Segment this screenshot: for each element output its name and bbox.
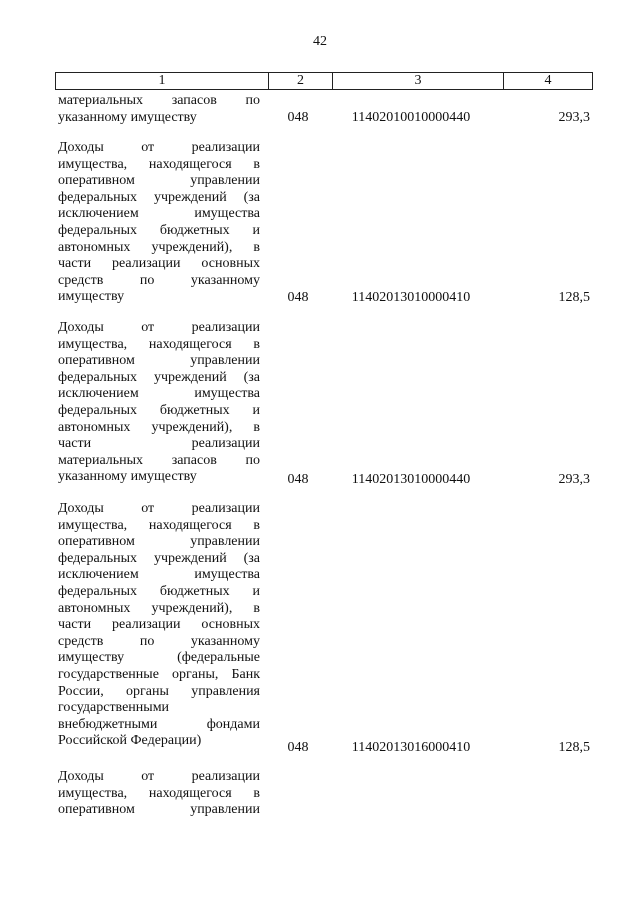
description-line: Доходы от реализации	[58, 501, 260, 516]
description-line: автономных учреждений), в	[58, 239, 260, 255]
description-line: федеральных учреждений (за	[58, 550, 260, 566]
admin-code: 048	[287, 740, 309, 755]
amount: 128,5	[558, 740, 590, 755]
description-line: средств по указанному	[58, 272, 260, 288]
row-description	[58, 769, 260, 819]
description-line: части реализации основных	[58, 617, 260, 633]
description-line: имущества, находящегося в	[58, 336, 260, 352]
description-line: Доходы от реализации	[58, 769, 260, 784]
budget-class-code: 11402013016000410	[351, 740, 471, 755]
header-col-1: 1	[158, 73, 166, 88]
header-col-2: 2	[268, 73, 332, 89]
row-description	[58, 93, 260, 126]
row-description	[58, 320, 260, 486]
amount: 128,5	[558, 290, 590, 305]
description-line: государственные органы, Банк	[58, 666, 260, 682]
row-description	[58, 140, 260, 306]
description-line: указанному имуществу	[58, 109, 197, 125]
description-line: России, органы управления	[58, 683, 260, 699]
description-line: материальных запасов по	[58, 452, 260, 468]
page-number: 42	[313, 34, 327, 49]
description-line: материальных запасов по	[58, 93, 260, 108]
description-line: государственными	[58, 700, 170, 716]
budget-class-code: 11402013010000440	[351, 472, 471, 487]
table-header-row	[55, 72, 593, 90]
header-col-4: 4	[503, 73, 592, 89]
description-line: оперативном управлении	[58, 353, 260, 369]
budget-class-code: 11402010010000440	[351, 110, 471, 125]
description-line: федеральных учреждений (за	[58, 369, 260, 385]
description-line: федеральных учреждений (за	[58, 189, 260, 205]
description-line: имущества, находящегося в	[58, 517, 260, 533]
description-line: имущества, находящегося в	[58, 156, 260, 172]
description-line: имуществу	[58, 289, 125, 305]
row-description	[58, 501, 260, 750]
description-line: средств по указанному	[58, 633, 260, 649]
description-line: оперативном управлении	[58, 534, 260, 550]
description-line: оперативном управлении	[58, 802, 260, 818]
admin-code: 048	[287, 290, 309, 305]
description-line: оперативном управлении	[58, 173, 260, 189]
admin-code: 048	[287, 110, 309, 125]
description-line: федеральных бюджетных и	[58, 402, 260, 418]
description-line: внебюджетными фондами	[58, 716, 260, 732]
description-line: имущества, находящегося в	[58, 785, 260, 801]
description-line: указанному имуществу	[58, 469, 197, 485]
amount: 293,3	[558, 472, 590, 487]
description-line: части реализации основных	[58, 256, 260, 272]
amount: 293,3	[558, 110, 590, 125]
description-line: части реализации	[58, 436, 260, 452]
description-line: Доходы от реализации	[58, 140, 260, 155]
description-line: имуществу (федеральные	[58, 650, 260, 666]
description-line: федеральных бюджетных и	[58, 222, 260, 238]
description-line: автономных учреждений), в	[58, 600, 260, 616]
admin-code: 048	[287, 472, 309, 487]
description-line: исключением имущества	[58, 206, 260, 222]
description-line: исключением имущества	[58, 386, 260, 402]
header-col-3: 3	[332, 73, 503, 89]
description-line: автономных учреждений), в	[58, 419, 260, 435]
budget-class-code: 11402013010000410	[351, 290, 471, 305]
description-line: Российской Федерации)	[58, 733, 202, 749]
description-line: исключением имущества	[58, 567, 260, 583]
description-line: федеральных бюджетных и	[58, 583, 260, 599]
description-line: Доходы от реализации	[58, 320, 260, 335]
